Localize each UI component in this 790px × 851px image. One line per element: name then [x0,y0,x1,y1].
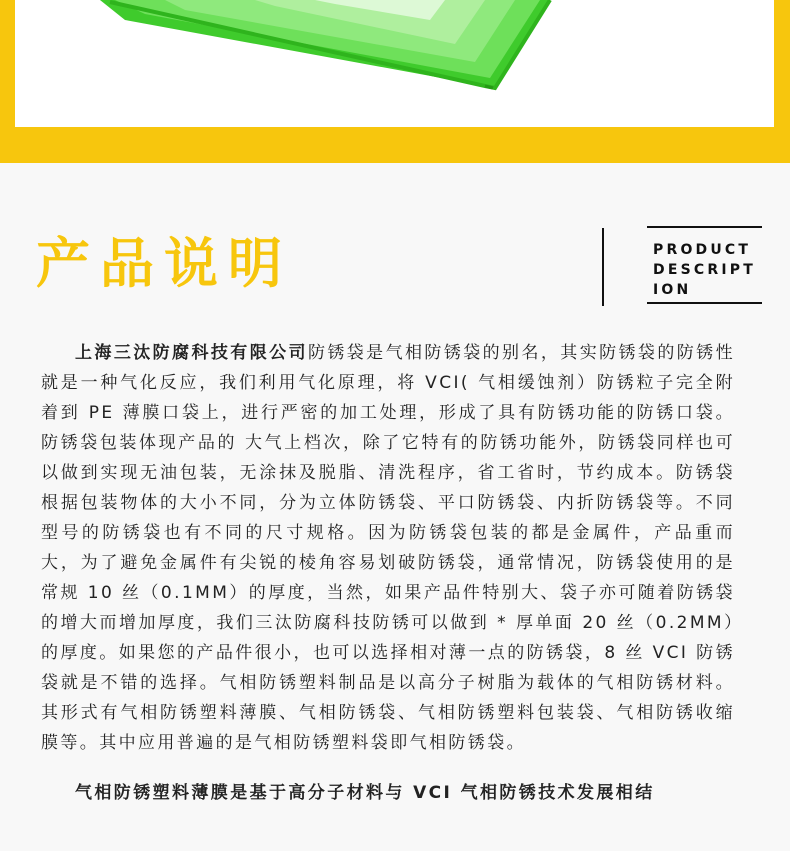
green-vci-bag-icon [15,0,774,127]
title-divider [602,228,604,306]
product-photo [15,0,774,127]
company-name: 上海三汰防腐科技有限公司 [75,343,308,363]
paragraph-text: 防锈袋是气相防锈袋的别名，其实防锈袋的防锈性就是一种气化反应，我们利用气化原理，将 VCI( 气相缓蚀剂）防锈粒子完全附着到 PE 薄膜口袋上，进行严密的加工处理，形成了具有防锈功能的防锈口袋。防锈袋包装体现产品的 大气上档次，除了它特有的防锈功能外，防锈袋同样也可以做到实现无油包装，无涂抹及脱脂、清洗程序，省工省时，节约成本。防锈袋根据包装物体的大小不同，分为立体防锈袋、平口防锈袋、内折防锈袋等。不同型号的防锈袋也有不同的尺寸规格。因为防锈袋包装的都是金属件，产品重而大，为了避免金属件有尖锐的棱角容易划破防锈袋，通常情况，防锈袋使用的是常规 10 丝（0.1MM）的厚度，当然，如果产品件特别大、袋子亦可随着防锈袋的增大而增加厚度，我们三汰防腐科技防锈可以做到 * 厚单面 20 丝（0.2MM）的厚度。如果您的产品件很小，也可以选择相对薄一点的防锈袋，8 丝 VCI 防锈袋就是不错的选择。气相防锈塑料制品是以高分子树脂为载体的气相防锈材料。其形式有气相防锈塑料薄膜、气相防锈袋、气相防锈塑料包装袋、气相防锈收缩膜等。其中应用普遍的是气相防锈塑料袋即气相防锈袋。 [41,343,735,753]
english-title-box [647,226,762,304]
description-paragraph [41,338,735,758]
section-title-en: PRODUCT DESCRIPTION [653,242,756,298]
top-yellow-band [0,0,790,163]
paragraph-lead: 气相防锈塑料薄膜是基于高分子材料与 VCI 气相防锈技术发展相结 [75,783,655,803]
section-title-cn: 产品说明 [36,232,292,295]
product-description [41,338,735,808]
description-paragraph [41,778,735,808]
